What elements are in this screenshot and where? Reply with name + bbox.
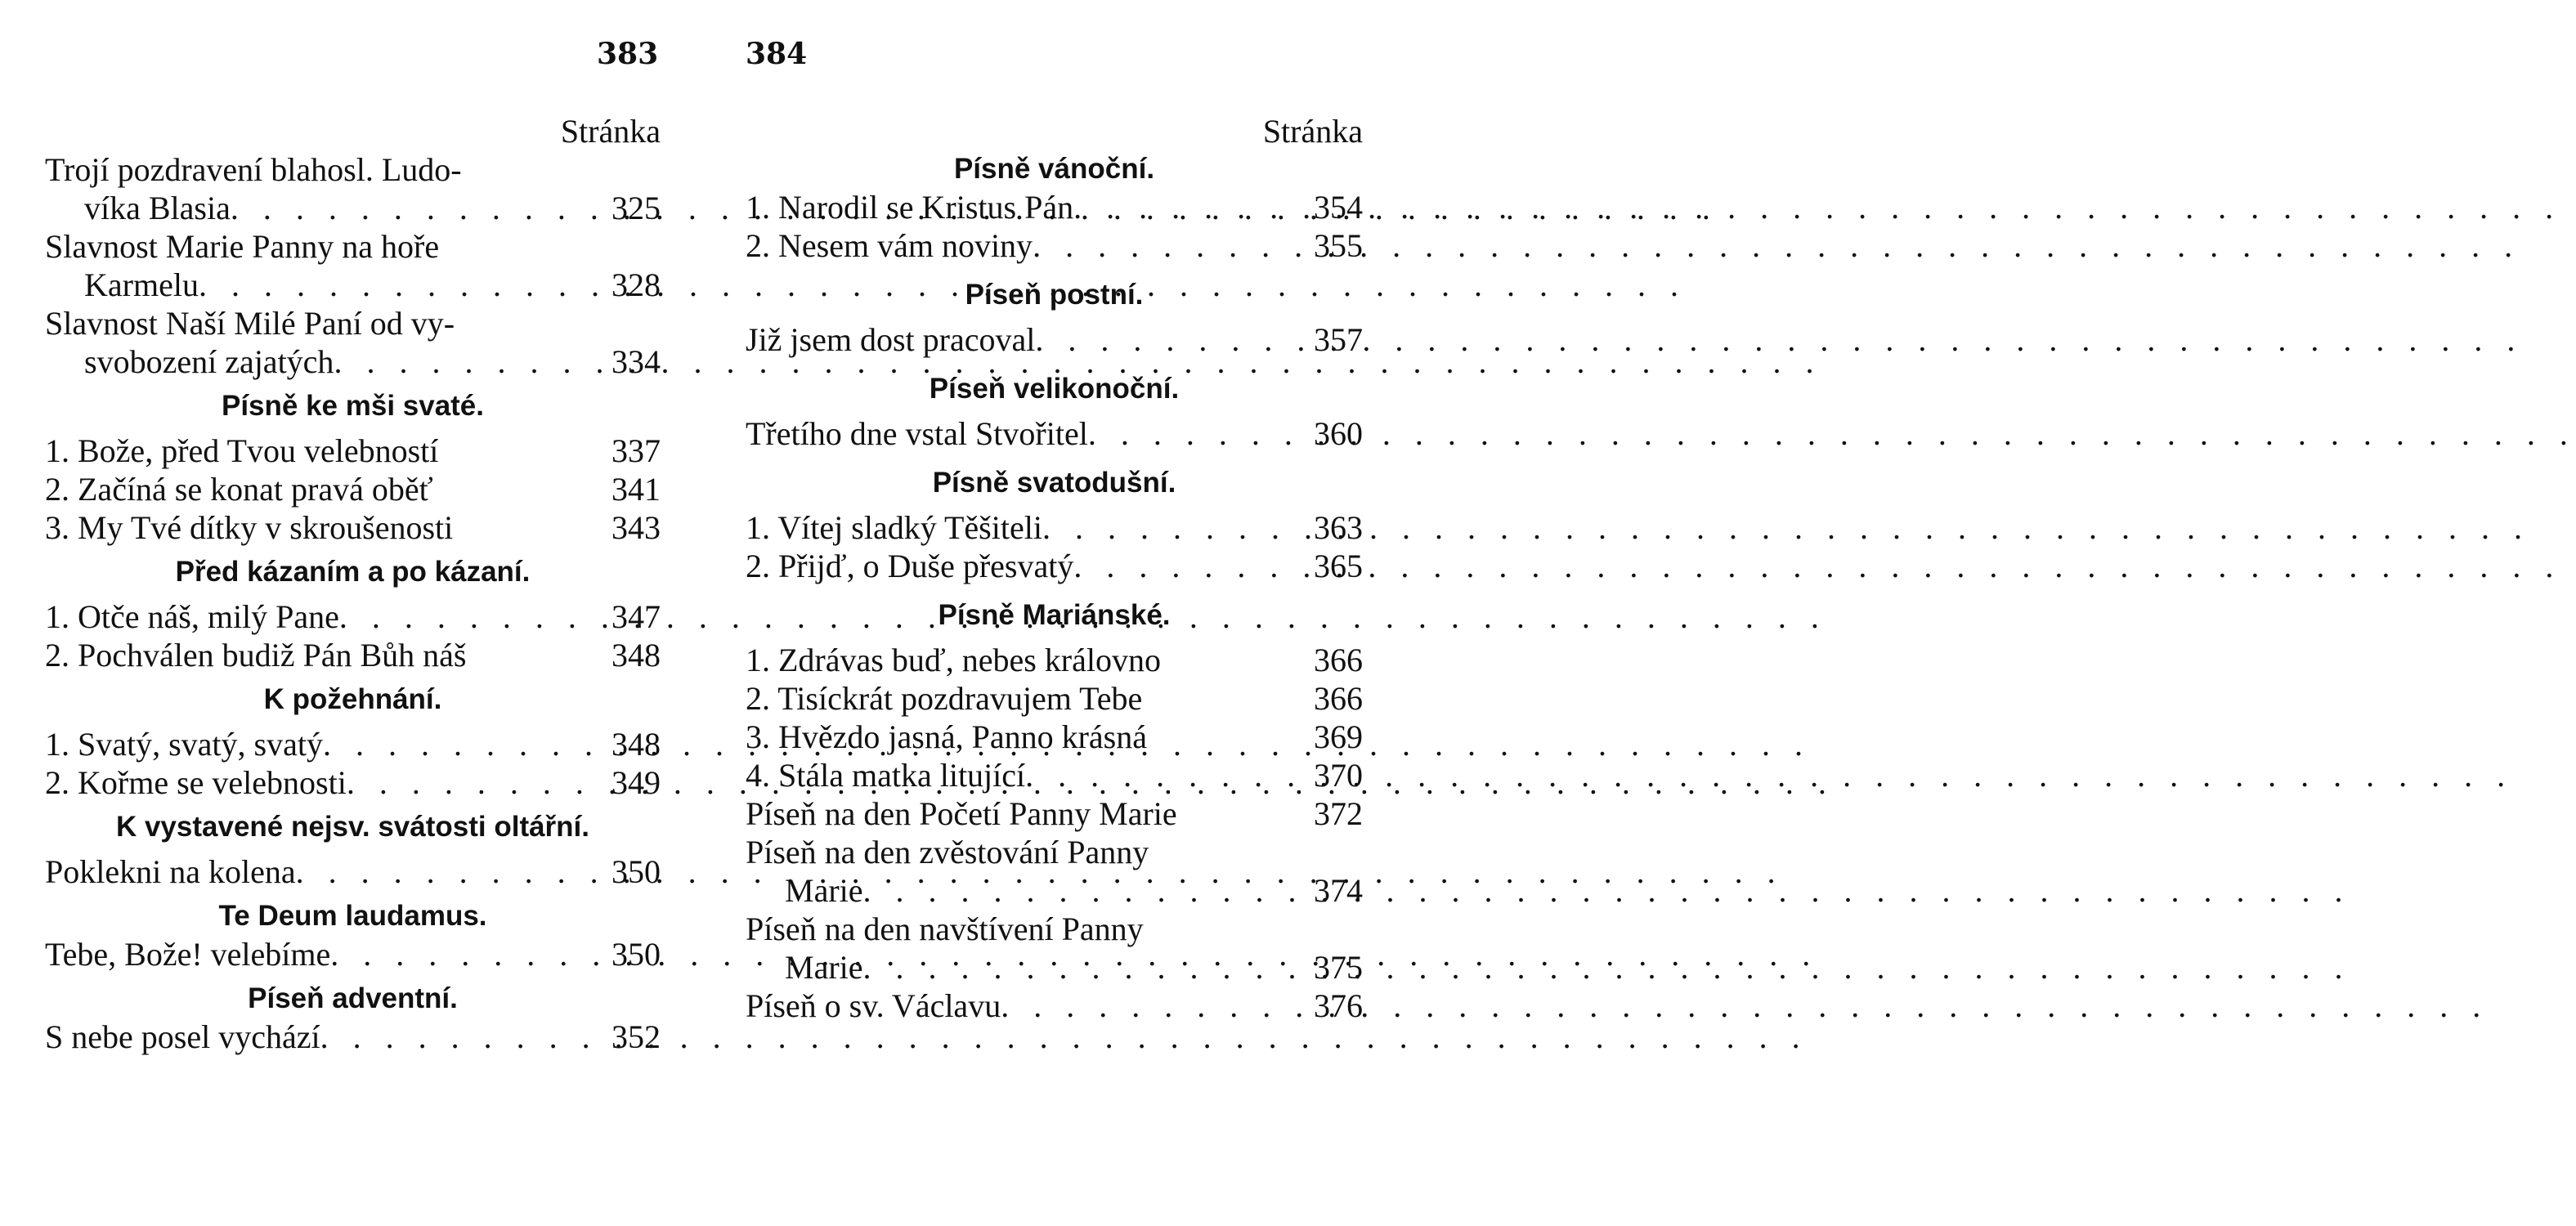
toc-entry: 1. Narodil se Kristus Pán . . . 354 <box>746 188 1363 226</box>
left-page-number: 383 <box>597 37 659 71</box>
toc-entry: Marie . . . 374 <box>746 871 1363 910</box>
section-heading: Písně svatodušní. <box>932 467 1176 499</box>
toc-entry: 1. Svatý, svatý, svatý . . . 348 <box>45 725 661 763</box>
toc-entry: Píseň na den zvěstování Panny <box>746 834 1149 870</box>
toc-entry: Marie . . . 375 <box>746 948 1363 987</box>
toc-entry: 1. Bože, před Tvou velebností 337 <box>45 432 661 469</box>
toc-entry: 2. Tisíckrát pozdravujem Tebe 366 <box>746 680 1363 717</box>
toc-entry: 3. Hvězdo jasná, Panno krásná 369 <box>746 718 1363 755</box>
toc-entry: Tebe, Bože! velebíme . . . 350 <box>45 935 661 973</box>
toc-entry: 2. Nesem vám noviny . . . 355 <box>746 226 1363 265</box>
toc-entry: Třetího dne vstal Stvořitel . . . 360 <box>746 414 1363 453</box>
toc-entry: 1. Vítej sladký Těšiteli . . . 363 <box>746 508 1363 547</box>
toc-entry: Poklekni na kolena . . . 350 <box>45 852 661 891</box>
toc-entry: 3. My Tvé dítky v skroušenosti 343 <box>45 509 661 546</box>
toc-entry: 2. Kořme se velebnosti . . . 349 <box>45 763 661 802</box>
section-heading: Před kázaním a po kázaní. <box>175 556 531 588</box>
toc-entry: 1. Otče náš, milý Pane . . . 347 <box>45 597 661 636</box>
section-heading: Písně ke mši svaté. <box>221 390 485 422</box>
section-heading: K vystavené nejsv. svátosti oltářní. <box>115 811 590 843</box>
toc-entry: 4. Stála matka litující . . . 370 <box>746 756 1363 794</box>
column-header: Stránka <box>560 113 661 150</box>
toc-entry: Slavnost Naší Milé Paní od vy- <box>45 305 455 342</box>
section-heading: Píseň postní. <box>965 279 1144 311</box>
toc-entry: Píseň o sv. Václavu . . . 376 <box>746 987 1363 1025</box>
toc-entry: víka Blasia . . . 325 <box>45 189 661 227</box>
toc-entry: svobození zajatých . . . 334 <box>45 342 661 381</box>
section-heading: K požehnání. <box>263 683 442 715</box>
left-column <box>45 113 661 1056</box>
column-header: Stránka <box>1262 113 1363 150</box>
right-column <box>746 113 1363 1025</box>
section-heading: Písně Mariánské. <box>938 599 1171 631</box>
toc-entry: 2. Začíná se konat pravá oběť 341 <box>45 471 661 508</box>
section-heading: Písně vánoční. <box>953 153 1155 185</box>
section-heading: Píseň adventní. <box>248 982 458 1014</box>
toc-entry: Karmelu . . . 328 <box>45 266 661 304</box>
toc-entry: S nebe posel vychází . . . 352 <box>45 1018 661 1056</box>
toc-entry: Trojí pozdravení blahosl. Ludo- <box>45 151 462 188</box>
section-heading: Píseň velikonoční. <box>929 373 1180 405</box>
right-page-number: 384 <box>746 37 808 71</box>
toc-entry: Slavnost Marie Panny na hoře <box>45 228 440 265</box>
toc-entry: Píseň na den Početí Panny Marie 372 <box>746 795 1363 832</box>
toc-entry: Již jsem dost pracoval . . . 357 <box>746 320 1363 359</box>
toc-entry: Píseň na den navštívení Panny <box>746 911 1144 947</box>
section-heading: Te Deum laudamus. <box>218 900 487 932</box>
toc-entry: 2. Pochválen budiž Pán Bůh náš 348 <box>45 637 661 673</box>
toc-entry: 2. Přijď, o Duše přesvatý . . . 365 <box>746 547 1363 585</box>
toc-entry: 1. Zdrávas buď, nebes královno 366 <box>746 642 1363 678</box>
